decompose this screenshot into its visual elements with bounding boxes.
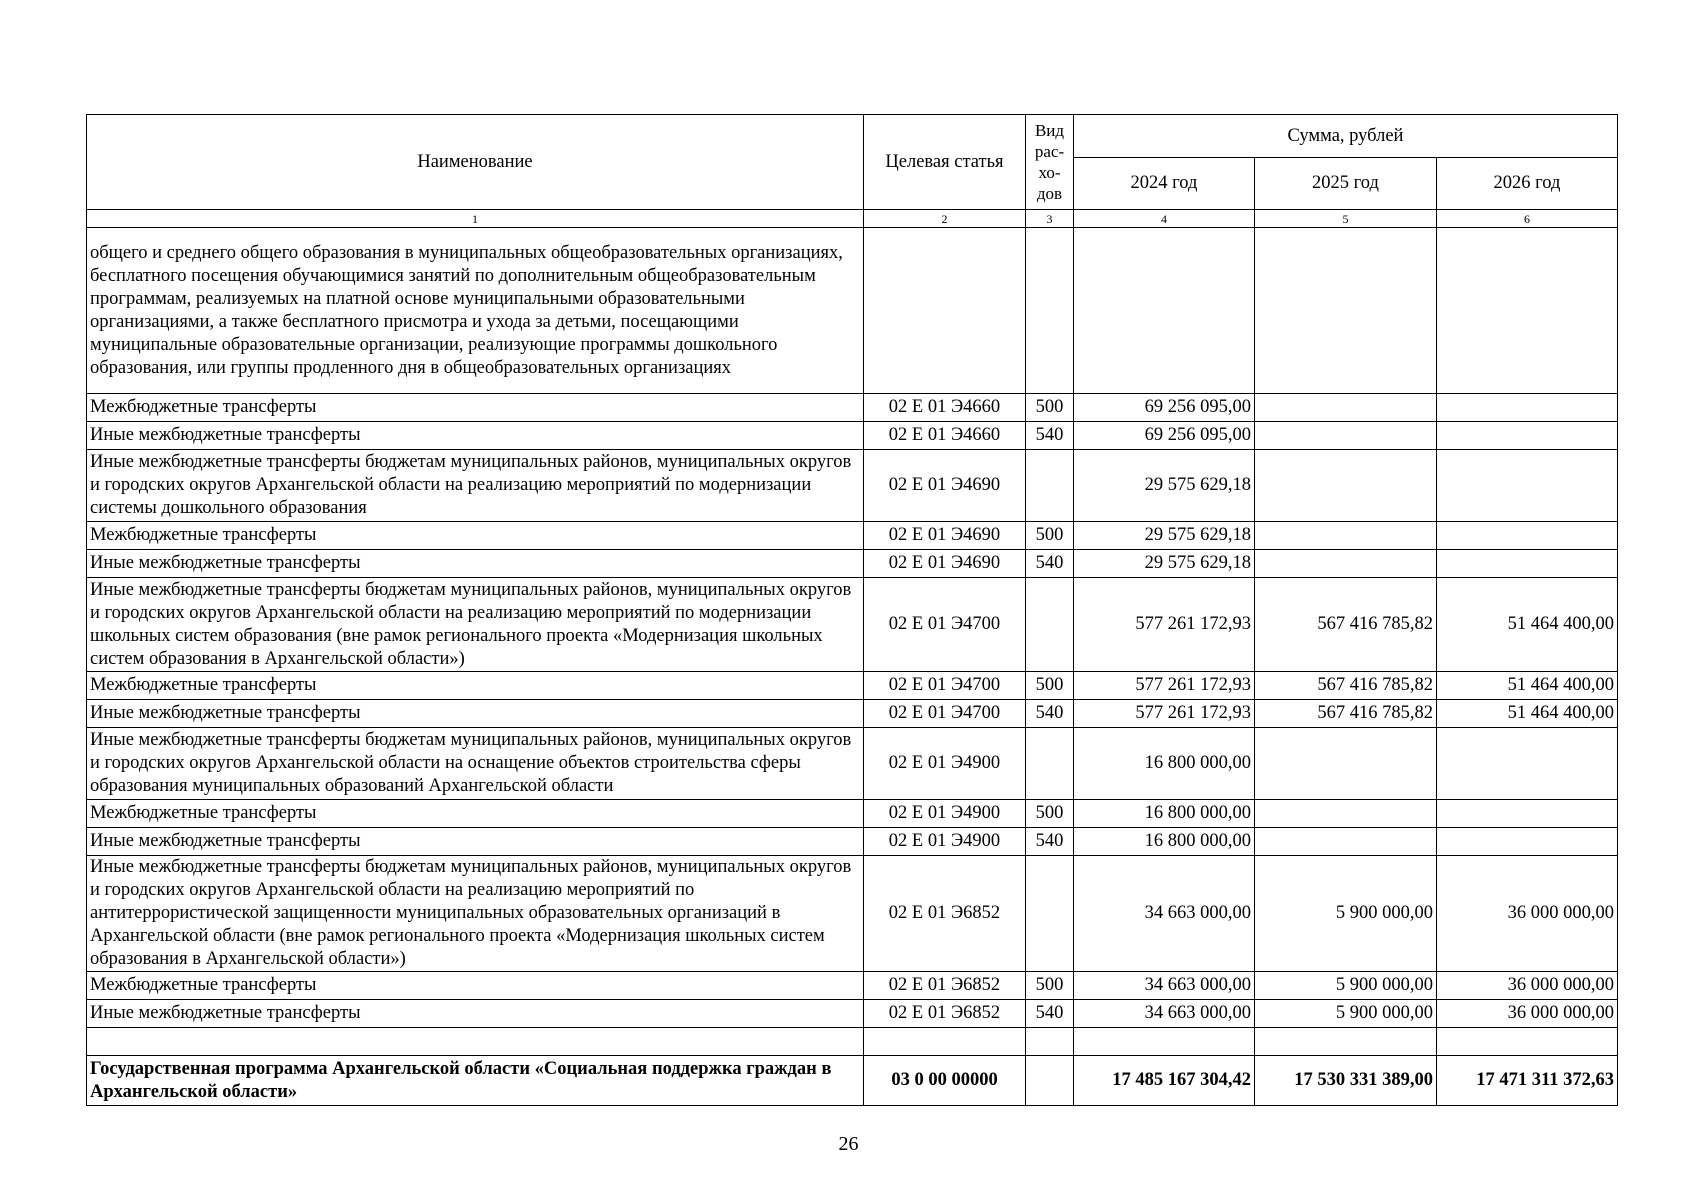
table-row bbox=[87, 1028, 1618, 1056]
row-sum-2025 bbox=[1255, 550, 1437, 578]
row-sum-2024: 16 800 000,00 bbox=[1074, 828, 1255, 856]
col-number-6: 6 bbox=[1437, 210, 1618, 228]
header-sum: Сумма, рублей bbox=[1074, 115, 1618, 158]
row-sum-2025 bbox=[1255, 800, 1437, 828]
table-row bbox=[87, 550, 1618, 578]
row-name: Межбюджетные трансферты bbox=[87, 672, 864, 700]
row-expense-type bbox=[1026, 450, 1074, 522]
row-sum-2024: 34 663 000,00 bbox=[1074, 972, 1255, 1000]
row-sum-2024: 577 261 172,93 bbox=[1074, 700, 1255, 728]
total-expense-type bbox=[1026, 1056, 1074, 1106]
row-expense-type bbox=[1026, 1028, 1074, 1056]
row-sum-2025: 5 900 000,00 bbox=[1255, 856, 1437, 972]
row-name: Межбюджетные трансферты bbox=[87, 972, 864, 1000]
row-name: Иные межбюджетные трансферты bbox=[87, 828, 864, 856]
row-name: Иные межбюджетные трансферты bbox=[87, 550, 864, 578]
row-sum-2025 bbox=[1255, 1028, 1437, 1056]
row-name: Межбюджетные трансферты bbox=[87, 394, 864, 422]
row-name: общего и среднего общего образования в муниципальных общеобразовательных организациях, бесплатного посещения обучающимися занятий по дополнительным общеобразовательным программам, реализуемых на платной основе муниципальными образовательными организациями, а также бесплатного присмотра и ухода за детьми, посещающими муниципальные образовательные организации, реализующие программы дошкольного образования, или группы продленного дня в общеобразовательных организациях bbox=[87, 228, 864, 394]
row-sum-2024: 34 663 000,00 bbox=[1074, 1000, 1255, 1028]
table-row bbox=[87, 228, 1618, 394]
row-target-article: 02 Е 01 Э4690 bbox=[864, 550, 1026, 578]
row-sum-2026: 51 464 400,00 bbox=[1437, 578, 1618, 672]
row-sum-2025: 567 416 785,82 bbox=[1255, 578, 1437, 672]
row-sum-2024: 34 663 000,00 bbox=[1074, 856, 1255, 972]
row-target-article bbox=[864, 1028, 1026, 1056]
table-row bbox=[87, 700, 1618, 728]
row-name: Межбюджетные трансферты bbox=[87, 522, 864, 550]
col-number-1: 1 bbox=[87, 210, 864, 228]
row-expense-type: 540 bbox=[1026, 550, 1074, 578]
row-expense-type bbox=[1026, 578, 1074, 672]
col-number-3: 3 bbox=[1026, 210, 1074, 228]
row-sum-2024: 69 256 095,00 bbox=[1074, 394, 1255, 422]
row-target-article: 02 Е 01 Э6852 bbox=[864, 1000, 1026, 1028]
header-target-article: Целевая статья bbox=[864, 115, 1026, 210]
row-expense-type: 500 bbox=[1026, 800, 1074, 828]
header-expense-type: Вид рас-хо-дов bbox=[1026, 115, 1074, 210]
total-target-article: 03 0 00 00000 bbox=[864, 1056, 1026, 1106]
row-sum-2026: 51 464 400,00 bbox=[1437, 672, 1618, 700]
row-name: Иные межбюджетные трансферты bbox=[87, 1000, 864, 1028]
row-sum-2026 bbox=[1437, 800, 1618, 828]
row-sum-2025 bbox=[1255, 422, 1437, 450]
row-sum-2026 bbox=[1437, 422, 1618, 450]
row-name: Иные межбюджетные трансферты бюджетам муниципальных районов, муниципальных округов и городских округов Архангельской области на реализацию мероприятий по модернизации школьных систем образования (вне рамок регионального проекта «Модернизация школьных систем образования в Архангельской области») bbox=[87, 578, 864, 672]
row-sum-2024: 16 800 000,00 bbox=[1074, 800, 1255, 828]
row-sum-2025 bbox=[1255, 450, 1437, 522]
header-year-2026: 2026 год bbox=[1437, 158, 1618, 210]
row-expense-type bbox=[1026, 856, 1074, 972]
row-target-article: 02 Е 01 Э4900 bbox=[864, 828, 1026, 856]
row-target-article: 02 Е 01 Э4700 bbox=[864, 700, 1026, 728]
row-target-article: 02 Е 01 Э4660 bbox=[864, 394, 1026, 422]
row-expense-type: 540 bbox=[1026, 828, 1074, 856]
row-name: Иные межбюджетные трансферты бюджетам муниципальных районов, муниципальных округов и городских округов Архангельской области на оснащение объектов строительства сферы образования муниципальных образований Архангельской области bbox=[87, 728, 864, 800]
row-expense-type bbox=[1026, 728, 1074, 800]
row-sum-2024: 29 575 629,18 bbox=[1074, 550, 1255, 578]
row-sum-2025: 567 416 785,82 bbox=[1255, 672, 1437, 700]
row-expense-type: 540 bbox=[1026, 422, 1074, 450]
row-sum-2026: 36 000 000,00 bbox=[1437, 856, 1618, 972]
total-name: Государственная программа Архангельской области «Социальная поддержка граждан в Архангельской области» bbox=[87, 1056, 864, 1106]
row-sum-2025 bbox=[1255, 728, 1437, 800]
header-year-2025: 2025 год bbox=[1255, 158, 1437, 210]
header-year-2024: 2024 год bbox=[1074, 158, 1255, 210]
table-row bbox=[87, 728, 1618, 800]
row-target-article: 02 Е 01 Э4660 bbox=[864, 422, 1026, 450]
table-row bbox=[87, 422, 1618, 450]
row-name: Иные межбюджетные трансферты бюджетам муниципальных районов, муниципальных округов и городских округов Архангельской области на реализацию мероприятий по модернизации системы дошкольного образования bbox=[87, 450, 864, 522]
col-number-4: 4 bbox=[1074, 210, 1255, 228]
row-target-article: 02 Е 01 Э4900 bbox=[864, 800, 1026, 828]
row-sum-2025 bbox=[1255, 522, 1437, 550]
row-name bbox=[87, 1028, 864, 1056]
row-sum-2026 bbox=[1437, 450, 1618, 522]
table-row bbox=[87, 1000, 1618, 1028]
table-row bbox=[87, 522, 1618, 550]
row-name: Иные межбюджетные трансферты bbox=[87, 422, 864, 450]
row-expense-type: 500 bbox=[1026, 522, 1074, 550]
table-row bbox=[87, 394, 1618, 422]
row-sum-2026: 51 464 400,00 bbox=[1437, 700, 1618, 728]
row-sum-2025: 567 416 785,82 bbox=[1255, 700, 1437, 728]
row-sum-2026: 36 000 000,00 bbox=[1437, 972, 1618, 1000]
header-name: Наименование bbox=[87, 115, 864, 210]
row-expense-type: 540 bbox=[1026, 1000, 1074, 1028]
row-sum-2025 bbox=[1255, 828, 1437, 856]
row-expense-type: 500 bbox=[1026, 394, 1074, 422]
row-target-article: 02 Е 01 Э6852 bbox=[864, 972, 1026, 1000]
row-sum-2025 bbox=[1255, 394, 1437, 422]
row-target-article: 02 Е 01 Э4700 bbox=[864, 672, 1026, 700]
table-row bbox=[87, 578, 1618, 672]
row-sum-2024: 29 575 629,18 bbox=[1074, 522, 1255, 550]
row-name: Иные межбюджетные трансферты бюджетам муниципальных районов, муниципальных округов и городских округов Архангельской области на реализацию мероприятий по антитеррористической защищенности муниципальных образовательных организаций в Архангельской области (вне рамок регионального проекта «Модернизация школьных систем образования в Архангельской области») bbox=[87, 856, 864, 972]
table-row bbox=[87, 450, 1618, 522]
row-target-article: 02 Е 01 Э4690 bbox=[864, 450, 1026, 522]
budget-table bbox=[86, 114, 1618, 1106]
table-body bbox=[87, 228, 1618, 1106]
row-sum-2024 bbox=[1074, 1028, 1255, 1056]
table-row bbox=[87, 828, 1618, 856]
page-number: 26 bbox=[838, 1133, 859, 1155]
row-target-article: 02 Е 01 Э4900 bbox=[864, 728, 1026, 800]
row-sum-2026 bbox=[1437, 1028, 1618, 1056]
row-name: Межбюджетные трансферты bbox=[87, 800, 864, 828]
row-expense-type bbox=[1026, 228, 1074, 394]
row-sum-2024: 577 261 172,93 bbox=[1074, 578, 1255, 672]
row-sum-2025 bbox=[1255, 228, 1437, 394]
row-sum-2026 bbox=[1437, 228, 1618, 394]
row-expense-type: 540 bbox=[1026, 700, 1074, 728]
row-name: Иные межбюджетные трансферты bbox=[87, 700, 864, 728]
row-sum-2024: 16 800 000,00 bbox=[1074, 728, 1255, 800]
row-target-article: 02 Е 01 Э4700 bbox=[864, 578, 1026, 672]
row-target-article: 02 Е 01 Э6852 bbox=[864, 856, 1026, 972]
col-number-5: 5 bbox=[1255, 210, 1437, 228]
row-sum-2024: 577 261 172,93 bbox=[1074, 672, 1255, 700]
col-number-2: 2 bbox=[864, 210, 1026, 228]
row-sum-2026 bbox=[1437, 728, 1618, 800]
row-sum-2026 bbox=[1437, 550, 1618, 578]
row-target-article bbox=[864, 228, 1026, 394]
row-sum-2026 bbox=[1437, 828, 1618, 856]
row-sum-2026 bbox=[1437, 522, 1618, 550]
row-sum-2025: 5 900 000,00 bbox=[1255, 1000, 1437, 1028]
row-sum-2026: 36 000 000,00 bbox=[1437, 1000, 1618, 1028]
total-sum-2026: 17 471 311 372,63 bbox=[1437, 1056, 1618, 1106]
row-sum-2024 bbox=[1074, 228, 1255, 394]
row-sum-2025: 5 900 000,00 bbox=[1255, 972, 1437, 1000]
row-target-article: 02 Е 01 Э4690 bbox=[864, 522, 1026, 550]
table-row bbox=[87, 800, 1618, 828]
row-sum-2024: 29 575 629,18 bbox=[1074, 450, 1255, 522]
table-row bbox=[87, 672, 1618, 700]
total-row bbox=[87, 1056, 1618, 1106]
table-row bbox=[87, 856, 1618, 972]
row-sum-2026 bbox=[1437, 394, 1618, 422]
table-row bbox=[87, 972, 1618, 1000]
row-expense-type: 500 bbox=[1026, 972, 1074, 1000]
row-sum-2024: 69 256 095,00 bbox=[1074, 422, 1255, 450]
total-sum-2025: 17 530 331 389,00 bbox=[1255, 1056, 1437, 1106]
total-sum-2024: 17 485 167 304,42 bbox=[1074, 1056, 1255, 1106]
row-expense-type: 500 bbox=[1026, 672, 1074, 700]
